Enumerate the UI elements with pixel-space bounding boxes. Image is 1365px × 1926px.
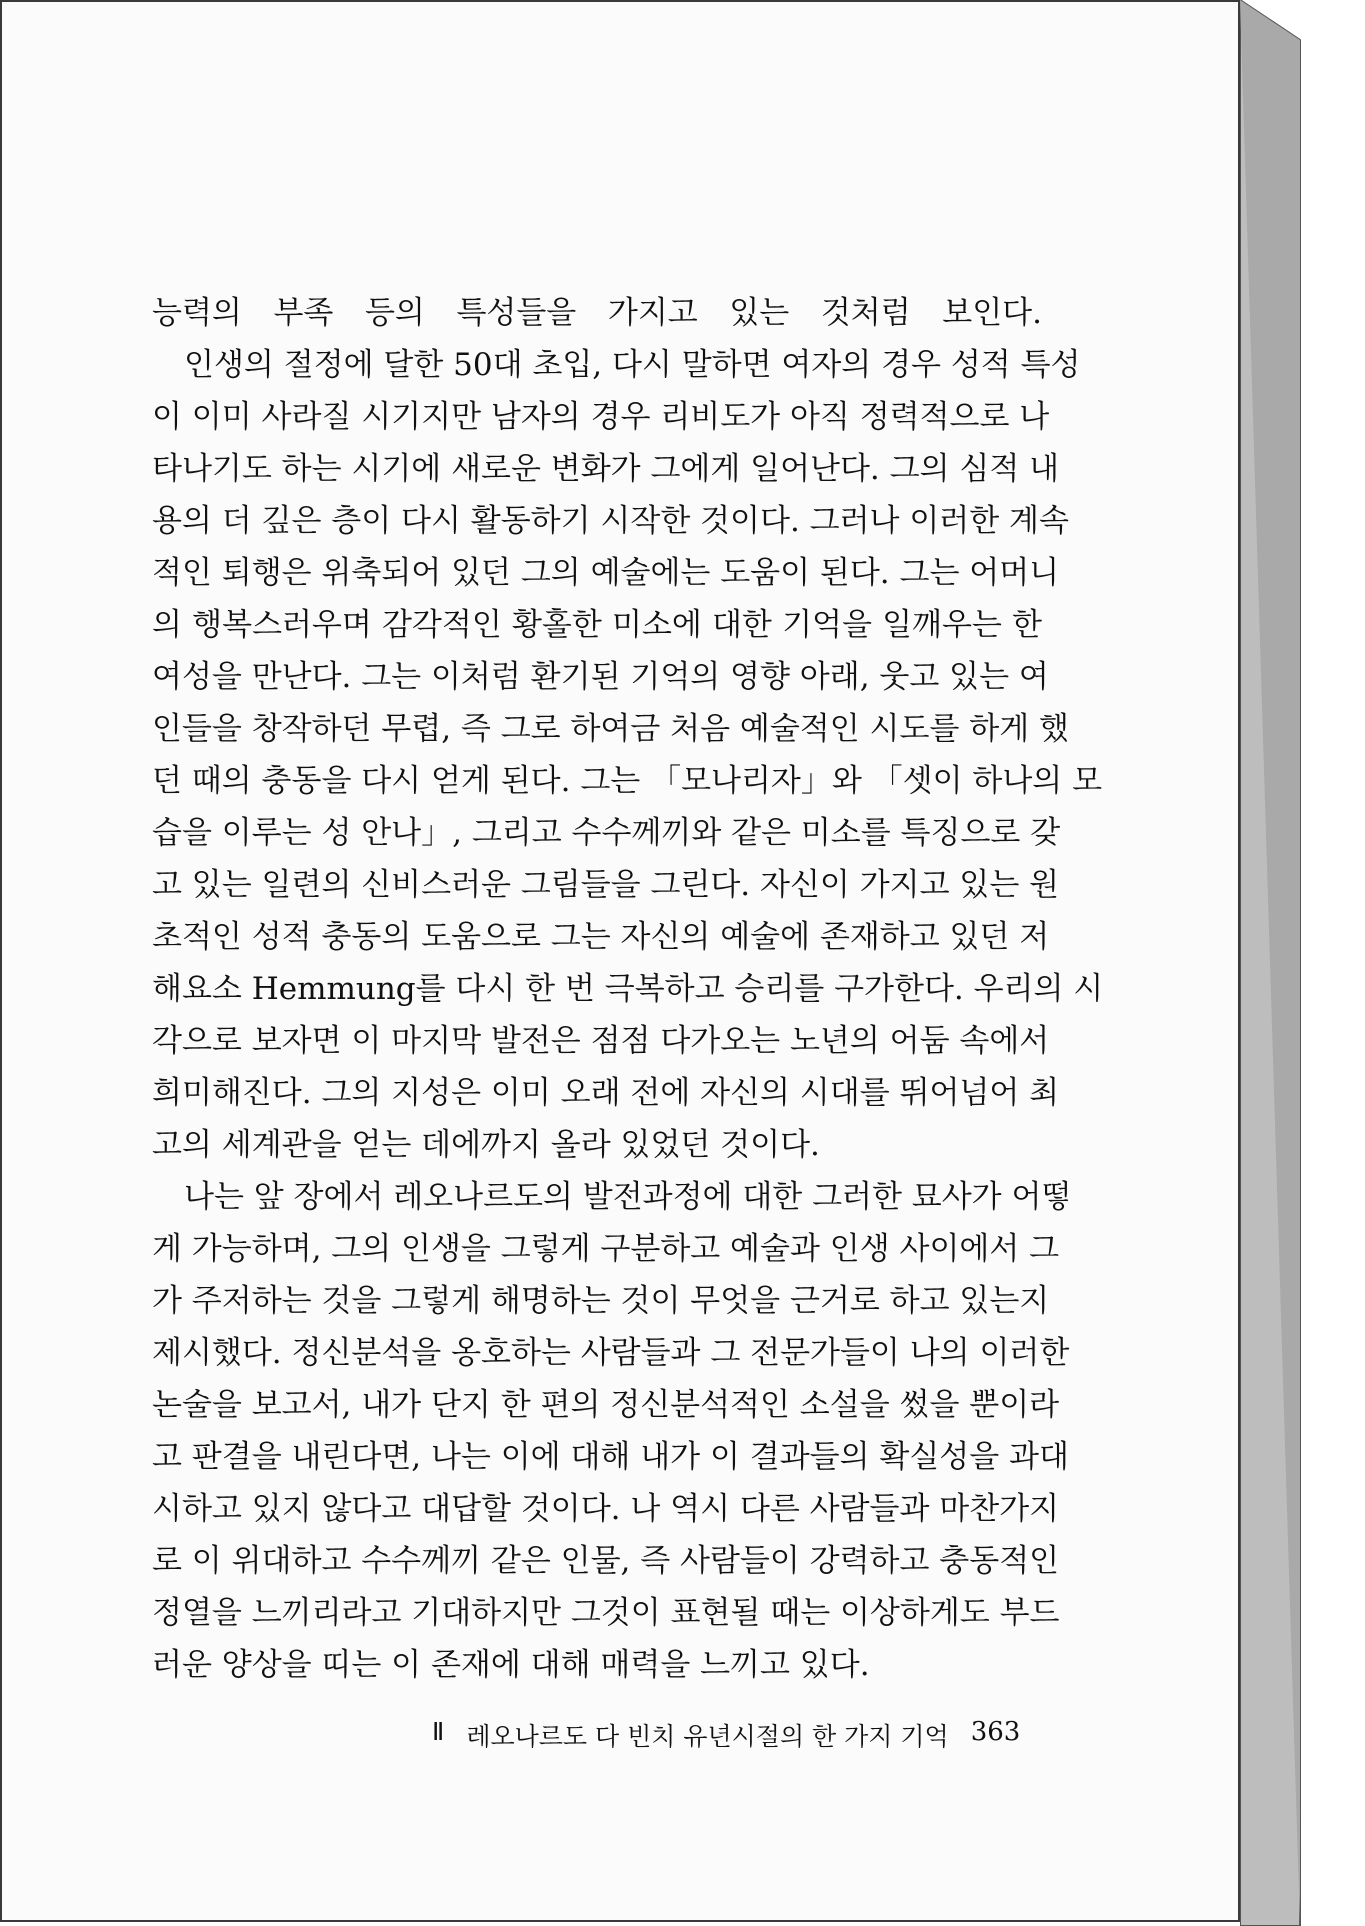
text-line: 희미해진다. 그의 지성은 이미 오래 전에 자신의 시대를 뛰어넘어 최 xyxy=(152,1075,1060,1111)
text-line: 타나기도 하는 시기에 새로운 변화가 그에게 일어난다. 그의 심적 내 xyxy=(152,451,1060,487)
text-line: 해요소 Hemmung를 다시 한 번 극복하고 승리를 구가한다. 우리의 시 xyxy=(152,971,1104,1007)
text-line: 이 이미 사라질 시기지만 남자의 경우 리비도가 아직 정력적으로 나 xyxy=(152,399,1050,435)
text-line: 던 때의 충동을 다시 얻게 된다. 그는 「모나리자」와 「셋이 하나의 모 xyxy=(152,763,1103,799)
text-line: 여성을 만난다. 그는 이처럼 환기된 기억의 영향 아래, 웃고 있는 여 xyxy=(152,659,1049,695)
text-line: 의 행복스러우며 감각적인 황홀한 미소에 대한 기억을 일깨우는 한 xyxy=(152,607,1042,643)
text-line: 논술을 보고서, 내가 단지 한 편의 정신분석적인 소설을 썼을 뿐이라 xyxy=(152,1387,1060,1423)
text-line: 로 이 위대하고 수수께끼 같은 인물, 즉 사람들이 강력하고 충동적인 xyxy=(152,1543,1060,1579)
text-line: 정열을 느끼리라고 기대하지만 그것이 표현될 때는 이상하게도 부드 xyxy=(152,1595,1060,1631)
page-number: 363 xyxy=(970,1717,1021,1747)
running-footer xyxy=(432,1717,1021,1753)
text-line: 고의 세계관을 얻는 데에까지 올라 있었던 것이다. xyxy=(152,1127,820,1163)
text-line: 시하고 있지 않다고 대답할 것이다. 나 역시 다른 사람들과 마찬가지 xyxy=(152,1491,1060,1527)
text-line: 게 가능하며, 그의 인생을 그렇게 구분하고 예술과 인생 사이에서 그 xyxy=(152,1231,1060,1267)
chapter-numeral: Ⅱ xyxy=(432,1717,445,1746)
text-line: 초적인 성적 충동의 도움으로 그는 자신의 예술에 존재하고 있던 저 xyxy=(152,919,1050,955)
text-line: 가 주저하는 것을 그렇게 해명하는 것이 무엇을 근거로 하고 있는지 xyxy=(152,1283,1050,1319)
text-line: 러운 양상을 띠는 이 존재에 대해 매력을 느끼고 있다. xyxy=(152,1647,870,1683)
text-line: 각으로 보자면 이 마지막 발전은 점점 다가오는 노년의 어둠 속에서 xyxy=(152,1023,1050,1059)
text-line: 고 있는 일련의 신비스러운 그림들을 그린다. 자신이 가지고 있는 원 xyxy=(152,867,1060,903)
text-line: 인들을 창작하던 무렵, 즉 그로 하여금 처음 예술적인 시도를 하게 했 xyxy=(152,711,1069,747)
text-line: 제시했다. 정신분석을 옹호하는 사람들과 그 전문가들이 나의 이러한 xyxy=(152,1335,1070,1371)
text-line: 나는 앞 장에서 레오나르도의 발전과정에 대한 그러한 묘사가 어떻 xyxy=(184,1179,1072,1215)
chapter-title: 레오나르도 다 빈치 유년시절의 한 가지 기억 xyxy=(466,1722,949,1751)
text-line: 적인 퇴행은 위축되어 있던 그의 예술에는 도움이 된다. 그는 어머니 xyxy=(152,555,1060,591)
text-line: 고 판결을 내린다면, 나는 이에 대해 내가 이 결과들의 확실성을 과대 xyxy=(152,1439,1069,1475)
text-line: 용의 더 깊은 층이 다시 활동하기 시작한 것이다. 그러나 이러한 계속 xyxy=(152,503,1069,539)
body-text xyxy=(152,287,1104,1691)
text-line: 인생의 절정에 달한 50대 초입, 다시 말하면 여자의 경우 성적 특성 xyxy=(184,347,1081,383)
text-line: 능력의 부족 등의 특성들을 가지고 있는 것처럼 보인다. xyxy=(152,295,1042,331)
book-edge xyxy=(1240,0,1365,1926)
text-line: 습을 이루는 성 안나」, 그리고 수수께끼와 같은 미소를 특징으로 갖 xyxy=(152,815,1061,851)
